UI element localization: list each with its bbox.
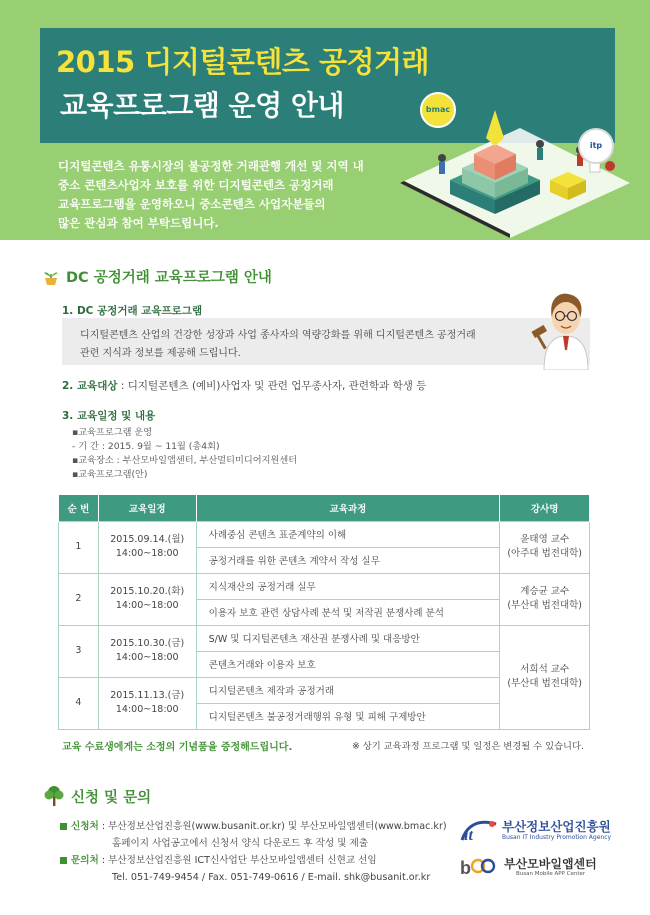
busanit-logo: [458, 816, 612, 846]
cell-instructor: [500, 573, 590, 625]
apply-line: [60, 818, 447, 835]
item1-description-box: [62, 318, 590, 365]
cell-course: 디지털콘텐츠 제작과 공정거래: [196, 677, 500, 703]
schedule-bullets: [72, 426, 297, 482]
apply-label: 신청처: [71, 821, 99, 832]
bullet-square-icon: [60, 823, 67, 830]
cell-instructor: [500, 625, 590, 729]
busanit-logo-icon: [458, 816, 500, 846]
header-no: 순 번: [59, 495, 99, 521]
header-date: 교육일정: [98, 495, 196, 521]
section-heading-apply: [44, 785, 151, 807]
item1-desc-line: 관련 지식과 정보를 제공해 드립니다.: [80, 348, 241, 359]
instructor-name: 서희석 교수: [520, 664, 570, 675]
contact-info: [60, 818, 447, 886]
cell-no: 4: [59, 677, 99, 729]
cell-course: 사례중심 콘텐츠 표준계약의 이해: [196, 521, 500, 547]
cell-course: 이용자 보호 관련 상담사례 분석 및 저작권 분쟁사례 분석: [196, 599, 500, 625]
cell-date: [98, 573, 196, 625]
table-header-row: [59, 495, 590, 521]
page-subtitle: 교육프로그램 운영 안내: [60, 89, 344, 122]
bmac-logo: [458, 852, 608, 882]
item1-desc-line: 디지털콘텐츠 산업의 건강한 성장과 사업 종사자의 역량강화를 위해 디지털콘텐츠 공정거래: [80, 330, 476, 341]
intro-line: 교육프로그램을 운영하오니 중소콘텐츠 사업자분들의: [58, 197, 326, 211]
cell-no: 2: [59, 573, 99, 625]
header-course: 교육과정: [196, 495, 500, 521]
cell-course: 지식재산의 공정거래 실무: [196, 573, 500, 599]
table-row: [59, 625, 590, 651]
cell-date: [98, 677, 196, 729]
cell-course: S/W 및 디지털콘텐츠 재산권 분쟁사례 및 대응방안: [196, 625, 500, 651]
apply-line-2: 홈페이지 사업공고에서 신청서 양식 다운로드 후 작성 및 제출: [112, 838, 369, 849]
cell-no: 1: [59, 521, 99, 573]
date-text: 2015.09.14.(월): [110, 534, 185, 545]
date-text: 2015.10.30.(금): [110, 638, 185, 649]
bmac-badge-icon: bmac: [420, 92, 456, 128]
apply-text: : 부산정보산업진흥원(www.busanit.or.kr) 및 부산모바일앱센터(www.bmac.kr): [98, 821, 447, 832]
page-title: 2015 디지털콘텐츠 공정거래: [56, 45, 430, 79]
org1-eng: Busan IT Industry Promotion Agency: [502, 834, 612, 841]
change-notice: ※ 상기 교육과정 프로그램 및 일정은 변경될 수 있습니다.: [352, 741, 584, 752]
header-instructor: 강사명: [500, 495, 590, 521]
cell-no: 3: [59, 625, 99, 677]
item1-title: 1. DC 공정거래 교육프로그램: [62, 305, 203, 317]
time-text: 14:00~18:00: [115, 548, 179, 559]
bullet-square-icon: [60, 857, 67, 864]
table-row: [59, 521, 590, 547]
org2-eng: Busan Mobile APP Center: [516, 871, 586, 877]
tree-icon: [44, 785, 64, 807]
itp-badge-icon: itp: [578, 128, 614, 164]
intro-text: [58, 157, 364, 233]
intro-line: 중소 콘텐츠사업자 보호를 위한 디지털콘텐츠 공정거래: [58, 178, 334, 192]
contact-line-2: Tel. 051-749-9454 / Fax. 051-749-0616 / E-mail. shk@busanit.or.kr: [112, 872, 431, 883]
time-text: 14:00~18:00: [115, 704, 179, 715]
time-text: 14:00~18:00: [115, 600, 179, 611]
org2-name: 부산모바일앱센터: [504, 857, 597, 871]
section-heading-program: [42, 266, 272, 287]
bullet-item: ▪교육프로그램 운영: [72, 427, 153, 438]
item3-title: 3. 교육일정 및 내용: [62, 410, 156, 422]
souvenir-note: 교육 수료생에게는 소정의 기념품을 증정해드립니다.: [62, 742, 293, 753]
teacher-with-gavel-icon: [530, 288, 602, 370]
contact-label: 문의처: [71, 855, 99, 866]
instructor-name: 계승균 교수: [520, 586, 570, 597]
contact-line: [60, 852, 447, 869]
svg-text:b: b: [460, 858, 471, 878]
cell-instructor: [500, 521, 590, 573]
cell-course: 디지털콘텐츠 불공정거래행위 유형 및 피해 구제방안: [196, 703, 500, 729]
svg-text:it: it: [464, 827, 473, 844]
instructor-affiliation: (부산대 법전대학): [507, 600, 583, 611]
time-text: 14:00~18:00: [115, 652, 179, 663]
bullet-item: - 기 간 : 2015. 9월 ~ 11월 (총4회): [72, 441, 220, 452]
date-text: 2015.11.13.(금): [110, 690, 185, 701]
bullet-item: ▪교육프로그램(안): [72, 469, 148, 480]
schedule-table: [58, 495, 590, 730]
intro-line: 디지털콘텐츠 유통시장의 불공정한 거래관행 개선 및 지역 내: [58, 159, 364, 173]
instructor-affiliation: (아주대 법전대학): [507, 548, 583, 559]
cell-date: [98, 521, 196, 573]
org1-name: 부산정보산업진흥원: [502, 819, 611, 834]
contact-text: : 부산정보산업진흥원 ICT신사업단 부산모바일앱센터 신현교 선임: [98, 855, 377, 866]
item2-text: : 디지털콘텐츠 (예비)사업자 및 관련 업무종사자, 관련학과 학생 등: [117, 380, 427, 392]
bullet-item: ▪교육장소 : 부산모바일앱센터, 부산멀티미디어지원센터: [72, 455, 298, 466]
section-heading-text: 신청 및 문의: [71, 789, 152, 806]
instructor-affiliation: (부산대 법전대학): [507, 678, 583, 689]
plant-pot-icon: [42, 268, 60, 286]
table-row: [59, 573, 590, 599]
item2-label: 2. 교육대상: [62, 380, 118, 392]
intro-line: 많은 관심과 참여 부탁드립니다.: [58, 216, 219, 230]
bmac-logo-icon: [458, 852, 502, 882]
cell-course: 공정거래를 위한 콘텐츠 계약서 작성 실무: [196, 547, 500, 573]
cell-date: [98, 625, 196, 677]
section-heading-text: DC 공정거래 교육프로그램 안내: [66, 270, 272, 286]
instructor-name: 윤태영 교수: [520, 534, 570, 545]
date-text: 2015.10.20.(화): [110, 586, 185, 597]
item2-target: [62, 378, 426, 393]
cell-course: 콘텐츠거래와 이용자 보호: [196, 651, 500, 677]
